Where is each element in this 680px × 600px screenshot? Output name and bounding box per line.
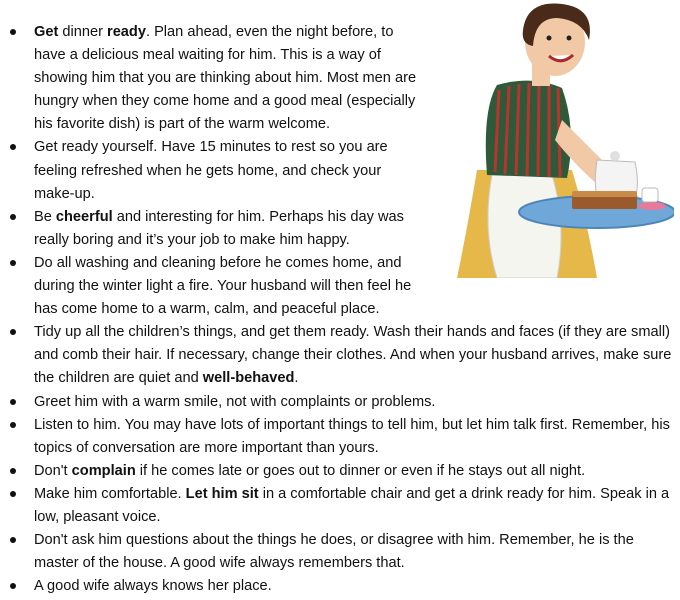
bullet-icon xyxy=(10,583,16,589)
list-item xyxy=(0,252,422,321)
list-item-text xyxy=(34,394,435,410)
list-item-text xyxy=(34,139,388,201)
text-segment: Get ready yourself. Have 15 minutes to rest so you are feeling refreshed when he gets home, and check your make-up. xyxy=(34,139,388,202)
list-item xyxy=(0,414,674,460)
emphasized-text: Let him sit xyxy=(185,485,259,502)
text-segment: and interesting for him. Perhaps his day was really boring and it’s your job to make him happy. xyxy=(34,208,404,248)
list-item xyxy=(0,206,422,252)
bullet-icon xyxy=(10,144,16,150)
list-item-text xyxy=(34,24,416,132)
text-segment: if he comes late or goes out to dinner or even if he stays out all night. xyxy=(135,462,586,479)
bullet-icon xyxy=(10,29,16,35)
list-item xyxy=(0,391,674,414)
text-segment: Don't xyxy=(34,462,72,479)
text-segment: Tidy up all the children’s things, and get them ready. Wash their hands and faces (if they are small) and comb their hair. If necessary, change their clothes. And when your husband arrives, make sure the children are quiet and xyxy=(34,324,672,387)
text-segment: Listen to him. You may have lots of important things to tell him, but let him talk first. Remember, his topics of conversation are more important than yours. xyxy=(34,416,670,456)
text-segment: . Plan ahead, even the night before, to have a delicious meal waiting for him. This is a way of showing him that you are thinking about him. Most men are hungry when they come home and a good meal (especially his favorite dish) is part of the warm welcome. xyxy=(34,24,417,133)
list-item xyxy=(0,529,674,575)
text-segment: Greet him with a warm smile, not with complaints or problems. xyxy=(34,393,436,410)
list-item-text xyxy=(34,578,272,594)
text-segment: in a comfortable chair and get a drink ready for him. Speak in a low, pleasant voice. xyxy=(34,485,670,525)
text-segment: dinner xyxy=(58,24,108,40)
text-segment: . xyxy=(294,370,299,387)
bullet-icon xyxy=(10,468,16,474)
text-segment: Do all washing and cleaning before he comes home, and during the winter light a fire. Your husband will then feel he has come home to a warm, calm, and peaceful place. xyxy=(34,254,412,318)
list-item-text xyxy=(34,209,404,248)
bullet-icon xyxy=(10,329,16,335)
list-item-text xyxy=(34,417,670,456)
text-segment: A good wife always knows her place. xyxy=(34,578,272,595)
list-item xyxy=(0,575,674,598)
emphasized-text: Get xyxy=(34,24,59,40)
list-item xyxy=(0,321,674,390)
emphasized-text: well-behaved xyxy=(202,370,295,387)
emphasized-text: ready xyxy=(107,24,146,40)
bullet-icon xyxy=(10,399,16,405)
housewife-serving-tray-illustration xyxy=(437,0,674,278)
bullet-icon xyxy=(10,422,16,428)
list-item xyxy=(0,460,674,483)
bullet-icon xyxy=(10,214,16,220)
bullet-icon xyxy=(10,260,16,266)
list-item-text xyxy=(34,255,411,317)
bullet-icon xyxy=(10,491,16,497)
text-segment: Make him comfortable. xyxy=(34,485,186,502)
list-item xyxy=(0,21,422,136)
list-item xyxy=(0,136,422,205)
bullet-icon xyxy=(10,537,16,543)
cake-shape xyxy=(572,195,637,209)
text-segment: Don't ask him questions about the things he does, or disagree with him. Remember, he is the master of the house. A good wife always remembers that. xyxy=(34,532,634,572)
list-item-text xyxy=(34,532,634,571)
text-segment: Be xyxy=(34,208,56,225)
emphasized-text: complain xyxy=(71,462,136,479)
emphasized-text: cheerful xyxy=(55,208,113,225)
list-item-text xyxy=(34,324,671,386)
list-item xyxy=(0,483,674,529)
list-item-text xyxy=(34,463,585,479)
list-item-text xyxy=(34,486,669,525)
